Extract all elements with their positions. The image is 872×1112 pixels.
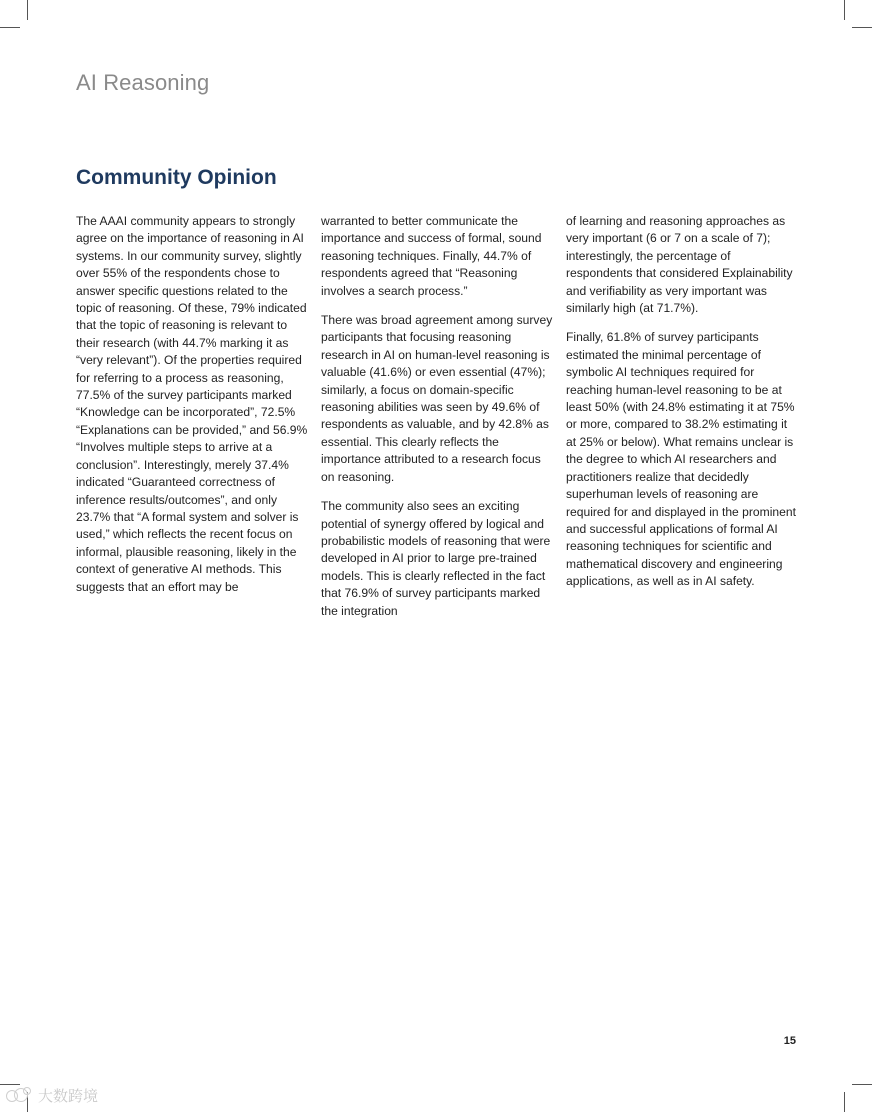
crop-mark-top-right-vertical [844, 0, 845, 20]
page-number: 15 [783, 1035, 796, 1047]
crop-mark-top-left-vertical [27, 0, 28, 20]
paragraph: The AAAI community appears to strongly agree on the importance of reasoning in AI systems. In our community survey, slightly over 55% of the respondents chose to answer specific questions related to the topic of reasoning. Of these, 79% indicated that the topic of reasoning is relevant to their research (with 44.7% marking it as “very relevant”). Of the properties required for referring to a process as reasoning, 77.5% of the survey participants marked “Knowledge can be incorporated”, 72.5% “Explanations can be provided,” and 56.9% “Involves multiple steps to arrive at a conclusion”. Interestingly, merely 37.4% indicated “Guaranteed correctness of inference results/outcomes”, and only 23.7% that “A formal system and solver is used,” which reflects the recent focus on informal, plausible reasoning, likely in the context of generative AI methods. This suggests that an effort may be [76, 214, 308, 594]
watermark [6, 1085, 98, 1106]
page-heading: Community Opinion [76, 166, 277, 189]
text-column-2 [321, 213, 553, 632]
paragraph: of learning and reasoning approaches as very important (6 or 7 on a scale of 7); interestingly, the percentage of respondents that considered Explainability and verifiability as very important was similarly high (at 71.7%). [566, 214, 793, 316]
crop-mark-top-right-horizontal [852, 27, 872, 28]
watermark-logo-icon [6, 1087, 34, 1105]
crop-mark-bottom-right-horizontal [852, 1084, 872, 1085]
paragraph: warranted to better communicate the importance and success of formal, sound reasoning techniques. Finally, 44.7% of respondents agreed that “Reasoning involves a search process.” [321, 214, 542, 298]
text-column-3 [566, 213, 798, 603]
paragraph: The community also sees an exciting potential of synergy offered by logical and probabilistic models of reasoning that were developed in AI prior to large pre-trained models. This is clearly reflected in the fact that 76.9% of survey participants marked the integration [321, 499, 551, 618]
section-title: AI Reasoning [76, 70, 210, 95]
paragraph: There was broad agreement among survey participants that focusing reasoning research in AI on human-level reasoning is valuable (41.6%) or even essential (47%); similarly, a focus on domain-specific reasoning abilities was seen by 49.6% of respondents as valuable, and by 42.8% as essential. This clearly reflects the importance attributed to a research focus on reasoning. [321, 313, 553, 484]
crop-mark-top-left-horizontal [0, 27, 20, 28]
text-column-1 [76, 213, 308, 608]
paragraph: Finally, 61.8% of survey participants estimated the minimal percentage of symbolic AI techniques required for reaching human-level reasoning to be at least 50% (with 24.8% estimating it at 75% or more, compared to 38.2% estimating it at 25% or below). What remains unclear is the degree to which AI researchers and practitioners realize that decidedly superhuman levels of reasoning are required for and displayed in the prominent and successful applications of formal AI reasoning techniques for scientific and mathematical discovery and engineering applications, as well as in AI safety. [566, 330, 796, 589]
watermark-text: 大数跨境 [38, 1088, 99, 1105]
crop-mark-bottom-right-vertical [844, 1092, 845, 1112]
